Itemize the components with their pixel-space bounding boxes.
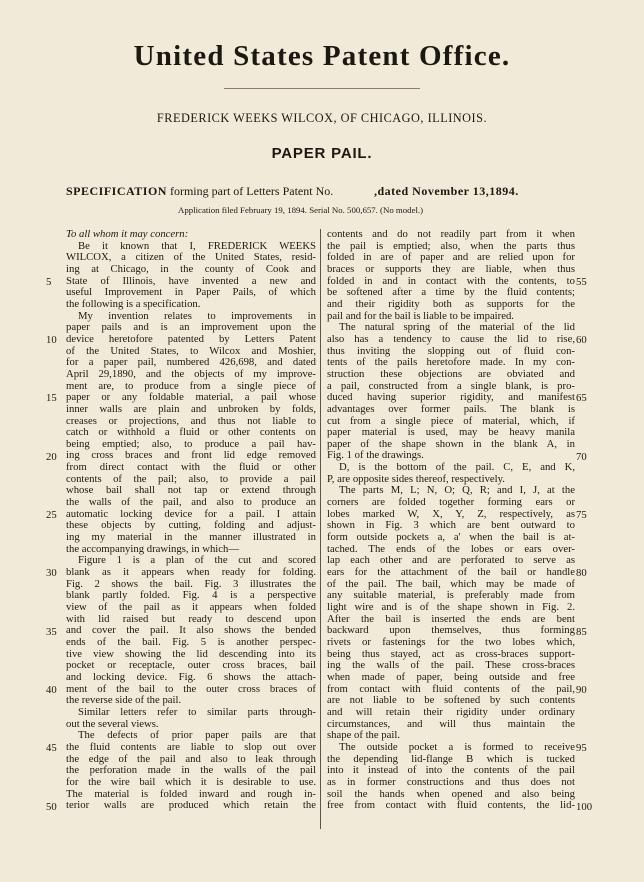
text-line: as in former constructions and thus does not	[327, 775, 575, 788]
text-line: corners are folded together forming ears or	[327, 496, 575, 509]
text-line: paper material is used, may be heavy manila	[327, 426, 575, 439]
text-line: inner walls are plain and unbroken by folds,	[66, 402, 316, 415]
text-line: contents and do not readily part from it when	[327, 228, 575, 240]
line-number: 25	[46, 509, 57, 522]
text-line: useful Improvement in Paper Pails, of which	[66, 286, 316, 299]
text-line: ears for the attachment of the bail or handle	[327, 566, 575, 579]
left-column	[66, 229, 316, 812]
text-line: lobes marked W, X, Y, Z, respectively, as	[327, 507, 575, 520]
text-line: After the bail is inserted the ends are bent	[327, 612, 575, 625]
line-number: 90	[576, 684, 587, 697]
text-line: being thus stayed, act as cross-braces support-	[327, 647, 575, 660]
text-line: ing cross braces and front lid edge removed	[66, 449, 316, 462]
text-line: a pail, constructed from a single blank, is pro-	[327, 379, 575, 392]
line-number: 20	[46, 450, 57, 463]
text-line: the reverse side of the pail.	[66, 694, 182, 707]
text-line: the accompanying drawings, in which—	[66, 542, 240, 555]
text-line: the perforation made in the walls of the pail	[66, 764, 316, 777]
right-column	[327, 229, 575, 812]
text-line: terior walls are produced which retain the	[66, 799, 316, 812]
text-line: folded in are of paper and are relied upon for	[327, 251, 575, 264]
text-line: Fig. 1 of the drawings.	[327, 449, 424, 462]
text-line: view of the pail as it appears when folded	[66, 601, 316, 613]
text-line: ing at Chicago, in the county of Cook and	[66, 262, 316, 275]
text-line: duced having superior rigidity, and manifest	[327, 391, 575, 404]
text-line: paper or any foldable material, a pail whose	[66, 391, 316, 404]
text-line: ing the walls of the pail. These cross-braces	[327, 659, 575, 672]
text-line: for a paper pail, numbered 426,698, and dated	[66, 356, 316, 369]
text-line: paper pails and is an improvement upon the	[66, 321, 316, 334]
text-line: of the pail. The bail, which may be made of	[327, 577, 575, 590]
text-line: when made of paper, being outside and free	[327, 670, 575, 683]
text-line: Be it known that I, FREDERICK WEEKS	[78, 239, 316, 252]
invention-title: PAPER PAIL.	[271, 145, 373, 162]
text-line: D, is the bottom of the pail. C, E, and K,	[339, 461, 575, 474]
document-title: United States Patent Office.	[133, 40, 511, 72]
text-line: any suitable material, is preferably made from	[327, 589, 575, 602]
text-line: are not liable to be softened by such contents	[327, 694, 575, 707]
text-line: with lid raised but ready to descend upon	[66, 612, 316, 625]
line-number: 30	[46, 567, 57, 580]
text-line: ment are, to produce from a single piece of	[66, 379, 316, 392]
text-line: lap each other and are perforated to serve as	[327, 554, 575, 567]
line-number: 15	[46, 392, 57, 405]
text-line: automatic locking device for a pail. I attain	[66, 507, 316, 520]
text-line: form outside pockets a, a' when the bail is at-	[327, 531, 575, 544]
text-line: free from contact with fluid contents, the lid-	[327, 799, 575, 812]
text-line: contents of the pail; also, to provide a pail	[66, 472, 316, 485]
text-line: the fluid contents are liable to slop out over	[66, 740, 316, 753]
text-line: out the several views.	[66, 717, 159, 730]
text-line: paper of the shape shown in the blank A, in	[327, 437, 575, 450]
line-number: 70	[576, 450, 587, 463]
text-line: WILCOX, a citizen of the United States, resid-	[66, 251, 316, 264]
text-line: braces or supports they are liable, when thus	[327, 262, 575, 275]
text-line: The parts M, L; N, O; Q, R; and I, J, at the	[339, 484, 575, 497]
text-line: Figure 1 is a plan of the cut and scored	[78, 554, 316, 567]
line-number: 5	[46, 275, 52, 288]
line-number: 45	[46, 742, 57, 755]
text-line: ends of the bail. Fig. 5 is another perspec-	[66, 635, 316, 648]
text-line: The defects of prior paper pails are that	[78, 729, 316, 742]
text-line: and cover the pail. It also shows the bended	[66, 624, 316, 637]
text-line: and will retain their rigidity under ordinary	[327, 705, 575, 718]
inventor-line: FREDERICK WEEKS WILCOX, OF CHICAGO, ILLINOIS.	[156, 111, 488, 125]
text-line: from direct contact with the fluid or other	[66, 461, 316, 474]
line-number: 75	[576, 509, 587, 522]
text-line: also has a tendency to cause the lid to rise,	[327, 332, 575, 345]
line-number: 100	[576, 800, 593, 813]
text-line: April 29,1890, and the objects of my improve-	[66, 367, 316, 380]
line-number: 35	[46, 625, 57, 638]
text-line: P, are opposite sides thereof, respectively.	[327, 472, 505, 485]
text-line: blank partly folded. Fig. 4 is a perspective	[66, 589, 316, 602]
line-number: 50	[46, 800, 57, 813]
text-line: the pail is emptied; also, when the parts thus	[327, 239, 575, 252]
text-line: these objects by cutting, folding and adjust-	[66, 519, 316, 532]
text-line: Fig. 2 shows the bail. Fig. 3 illustrates the	[66, 577, 316, 590]
line-number: 10	[46, 334, 57, 347]
patent-date: ,dated November 13,1894.	[374, 184, 519, 198]
text-line: into it instead of into the contents of the pail	[327, 764, 575, 777]
text-line: advantages over former pails. The blank is	[327, 402, 575, 415]
text-line: be softened after a time by the fluid contents;	[327, 286, 575, 299]
text-line: The material is folded inward and rough in-	[66, 787, 316, 800]
line-number: 60	[576, 334, 587, 347]
text-line: shape of the pail.	[327, 729, 401, 742]
text-line: To all whom it may concern:	[66, 228, 189, 240]
text-line: thus inviting the slopping out of fluid con-	[327, 344, 575, 357]
text-line: ing my material in the manner illustrated in	[66, 531, 316, 544]
specification-line	[66, 184, 519, 199]
line-number: 65	[576, 392, 587, 405]
text-line: pail and for the bail is liable to be impaired.	[327, 309, 514, 322]
text-line: rivets or fastenings for the two lobes which,	[327, 635, 575, 648]
text-line: shown in Fig. 3 which are bent outward to	[327, 519, 575, 532]
text-line: creases or projections, and thus not liable to	[66, 414, 316, 427]
application-line: Application filed February 19, 1894. Serial No. 500,657. (No model.)	[178, 205, 424, 215]
text-line: whose bail shall not tap or extend through	[66, 484, 316, 497]
line-number: 55	[576, 275, 587, 288]
text-line: blank as it appears when ready for folding.	[66, 566, 316, 579]
text-line: The natural spring of the material of the lid	[339, 321, 575, 334]
text-line: My invention relates to improvements in	[78, 309, 316, 322]
text-line: tive view showing the lid descending into its	[66, 647, 316, 660]
text-line: folded in and in contact with the contents, to	[327, 274, 575, 287]
text-line: catch or withhold a fluid or other contents on	[66, 426, 316, 439]
text-line: circumstances, and will thus maintain the	[327, 717, 575, 730]
text-line: from contact with fluid contents of the pail,	[327, 682, 575, 695]
text-line: State of Illinois, have invented a new and	[66, 274, 316, 287]
text-line: of the United States, to Wilcox and Moshier,	[66, 344, 316, 357]
text-line: ment of the bail to the outer cross braces of	[66, 682, 316, 695]
title-rule	[224, 88, 420, 89]
text-line: being emptied; also, to produce a pail hav-	[66, 437, 316, 450]
text-line: the depending lid-flange B which is tucked	[327, 752, 575, 765]
text-line: device heretofore patented by Letters Patent	[66, 332, 316, 345]
column-divider	[320, 229, 321, 829]
text-line: the following is a specification.	[66, 297, 201, 310]
text-line: the walls of the pail, and also to produce an	[66, 496, 316, 509]
line-number: 80	[576, 567, 587, 580]
text-line: and locking device. Fig. 6 shows the attach-	[66, 670, 316, 683]
text-line: the edge of the pail and also to leak through	[66, 752, 316, 765]
text-line: light wire and is of the shape shown in Fig. 2.	[327, 601, 575, 613]
text-line: for the wire bail which it is desirable to use.	[66, 775, 316, 788]
line-number: 95	[576, 742, 587, 755]
text-line: soil the hands when opened and also being	[327, 787, 575, 800]
specification-label: SPECIFICATION	[66, 184, 167, 198]
text-line: tached. The ends of the lobes or ears over-	[327, 542, 575, 555]
text-line: backward upon themselves, thus forming	[327, 624, 575, 637]
text-line: struction these objections are obviated and	[327, 367, 575, 380]
specification-text: forming part of Letters Patent No.	[169, 184, 334, 198]
text-line: tents of the pails heretofore made. In my con-	[327, 356, 575, 369]
text-line: The outside pocket a is formed to receive	[339, 740, 575, 753]
text-line: cut from a single piece of material, which, if	[327, 414, 575, 427]
text-line: Similar letters refer to similar parts through-	[78, 705, 316, 718]
line-number: 85	[576, 625, 587, 638]
text-line: pocket or receptacle, outer cross braces, bail	[66, 659, 316, 672]
text-line: and their rigidity both as supports for the	[327, 297, 575, 310]
line-number: 40	[46, 684, 57, 697]
